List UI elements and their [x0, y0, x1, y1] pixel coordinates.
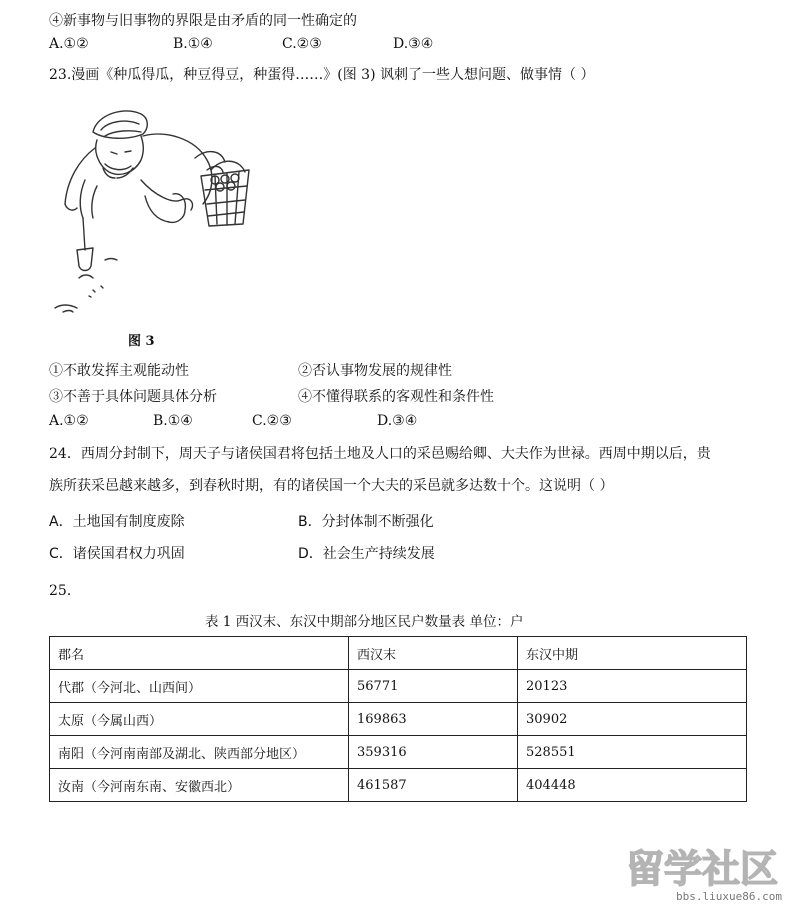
q23-statement-4: ④不懂得联系的客观性和条件性: [298, 389, 494, 405]
watermark-text: 留学社区: [626, 847, 779, 891]
q22-option-c: C.②③: [282, 36, 322, 52]
table-cell: 太原（今属山西）: [50, 703, 349, 736]
header-cell: 郡名: [50, 637, 349, 670]
q24-stem-line-1: 24．西周分封制下，周天子与诸侯国君将包括土地及人口的采邑赐给卿、大夫作为世禄。西周中期以后，贵: [49, 446, 711, 462]
table-cell: 30902: [518, 703, 747, 736]
table-caption: 表 1 西汉末、东汉中期部分地区民户数量表 单位：户: [205, 614, 524, 630]
table-row: [50, 769, 747, 802]
figure-3-label: 图 3: [128, 334, 155, 349]
q23-option-b: B.①④: [153, 413, 193, 429]
table-header-row: [50, 637, 747, 670]
q22-option-d: D.③④: [393, 36, 434, 52]
table-cell: 528551: [518, 736, 747, 769]
table-row: [50, 703, 747, 736]
table-cell: 南阳（今河南南部及湖北、陕西部分地区）: [50, 736, 349, 769]
q22-statement-4: ④新事物与旧事物的界限是由矛盾的同一性确定的: [49, 13, 357, 29]
q23-statement-2: ②否认事物发展的规律性: [298, 363, 452, 379]
header-cell: 东汉中期: [518, 637, 747, 670]
household-table: [49, 636, 747, 802]
cartoon-illustration: [45, 100, 255, 320]
table-row: [50, 736, 747, 769]
q23-option-c: C.②③: [252, 413, 292, 429]
q24-option-b: B．分封体制不断强化: [298, 514, 434, 530]
watermark-url: bbs.liuxue86.com: [676, 890, 782, 903]
table-cell: 359316: [349, 736, 518, 769]
q24-option-a: A．土地国有制度废除: [49, 514, 185, 530]
q24-option-d: D．社会生产持续发展: [298, 546, 435, 562]
q22-option-b: B.①④: [173, 36, 213, 52]
table-cell: 代郡（今河北、山西间）: [50, 670, 349, 703]
header-cell: 西汉末: [349, 637, 518, 670]
table-cell: 20123: [518, 670, 747, 703]
table-cell: 404448: [518, 769, 747, 802]
q23-stem: 23.漫画《种瓜得瓜，种豆得豆，种蛋得……》(图 3) 讽刺了一些人想问题、做事情（ ）: [49, 67, 595, 83]
table-row: [50, 670, 747, 703]
q25-number: 25．: [49, 583, 81, 599]
table-cell: 56771: [349, 670, 518, 703]
q24-option-c: C．诸侯国君权力巩固: [49, 546, 185, 562]
q23-statement-3: ③不善于具体问题具体分析: [49, 389, 217, 405]
q23-option-a: A.①②: [49, 413, 89, 429]
table-cell: 169863: [349, 703, 518, 736]
q23-option-d: D.③④: [377, 413, 418, 429]
q24-stem-line-2: 族所获采邑越来越多，到春秋时期，有的诸侯国一个大夫的采邑就多达数十个。这说明（ ）: [49, 478, 614, 494]
table-cell: 461587: [349, 769, 518, 802]
q22-option-a: A.①②: [49, 36, 89, 52]
table-cell: 汝南（今河南东南、安徽西北）: [50, 769, 349, 802]
q23-statement-1: ①不敢发挥主观能动性: [49, 363, 189, 379]
